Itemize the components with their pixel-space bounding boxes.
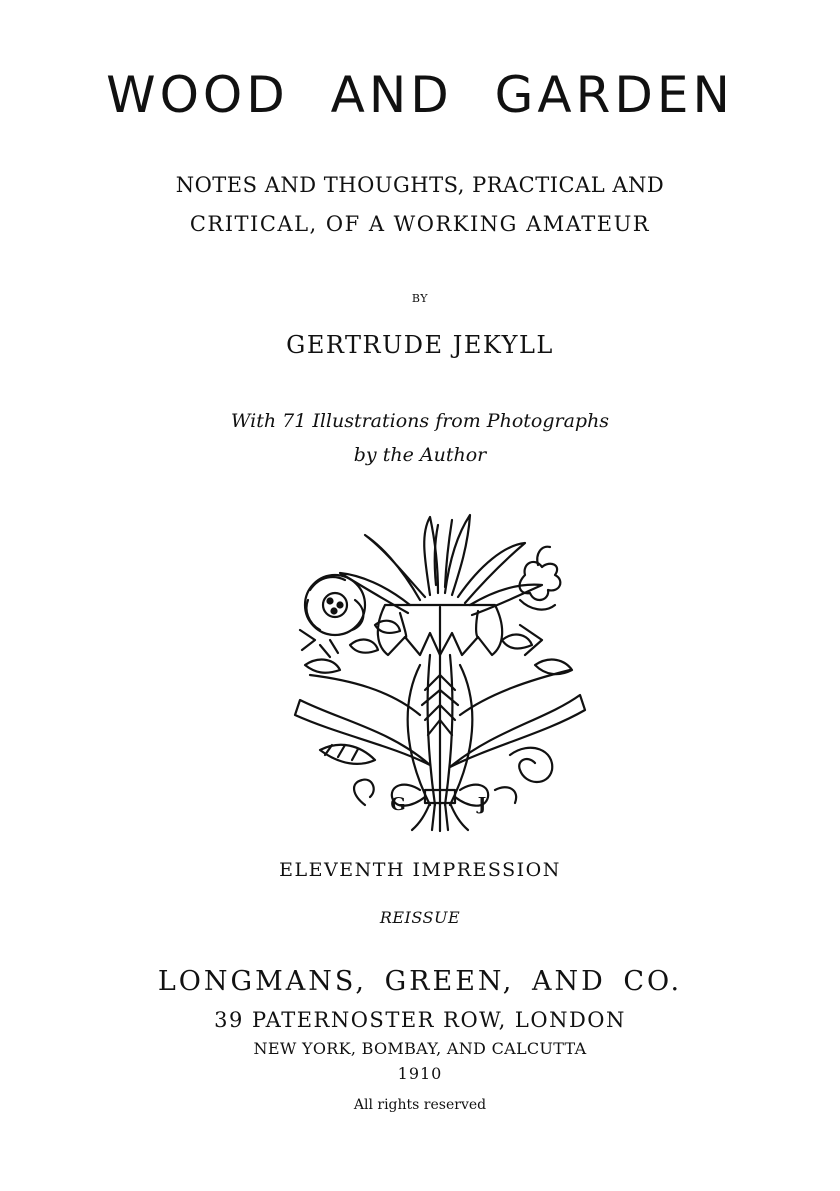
publication-year: 1910 xyxy=(397,1064,443,1083)
floral-bouquet-vignette-icon xyxy=(280,505,600,835)
by-label: BY xyxy=(411,292,429,305)
illustrations-note-line-1: With 71 Illustrations from Photographs xyxy=(230,410,610,432)
impression-note: ELEVENTH IMPRESSION xyxy=(279,859,561,881)
publisher-address: 39 PATERNOSTER ROW, LONDON xyxy=(214,1008,626,1032)
monogram-left: G xyxy=(390,794,406,815)
book-title: WOOD AND GARDEN xyxy=(106,66,734,124)
publisher-name: LONGMANS, GREEN, AND CO. xyxy=(157,966,683,997)
author-name: GERTRUDE JEKYLL xyxy=(286,331,554,359)
illustrations-note-line-2: by the Author xyxy=(353,444,487,466)
publisher-cities: NEW YORK, BOMBAY, AND CALCUTTA xyxy=(253,1039,587,1058)
monogram-right: J xyxy=(477,794,487,815)
subtitle-line-1: NOTES AND THOUGHTS, PRACTICAL AND xyxy=(175,173,665,197)
subtitle-line-2: CRITICAL, OF A WORKING AMATEUR xyxy=(189,212,651,236)
rights-notice: All rights reserved xyxy=(353,1097,487,1113)
reissue-note: REISSUE xyxy=(379,908,461,927)
